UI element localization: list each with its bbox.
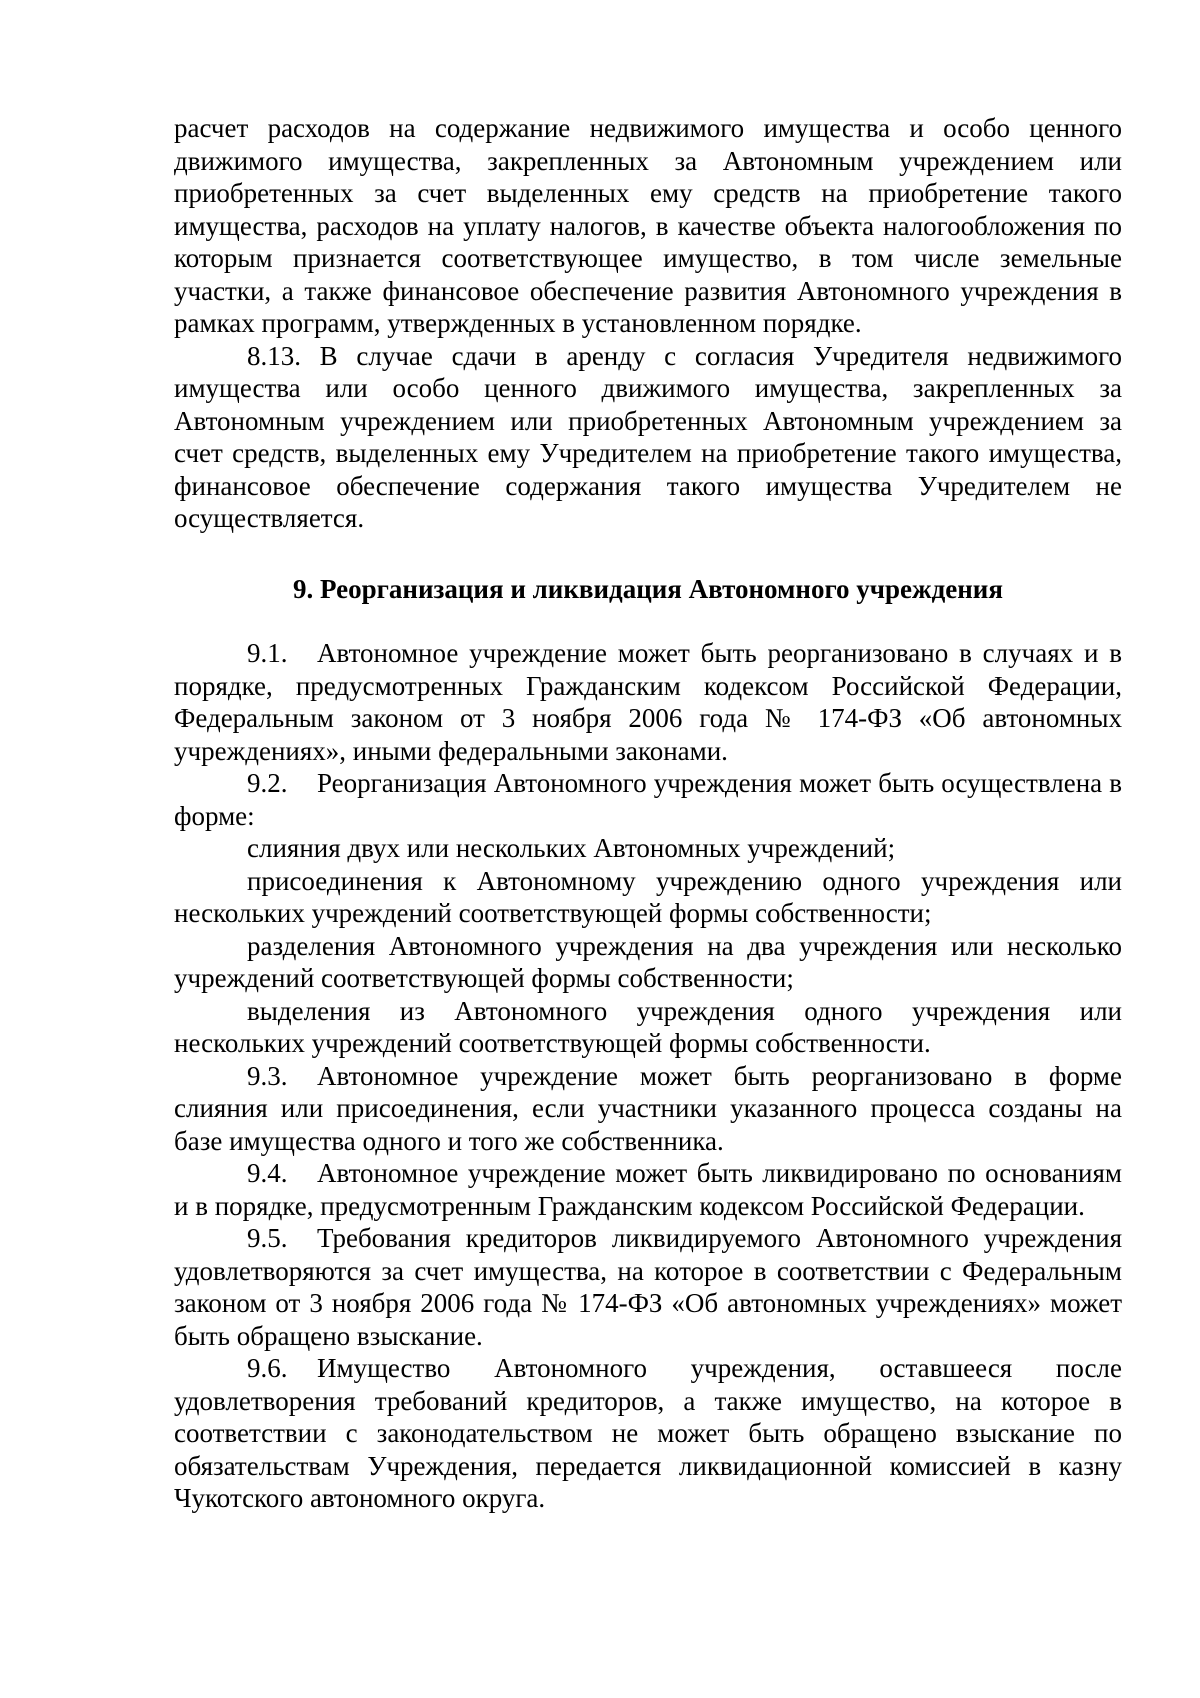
- paragraph-9-6: [174, 1352, 1122, 1515]
- paragraph-9-2: [174, 767, 1122, 832]
- list-item-accession: присоединения к Автономному учреждению одного учреждения или нескольких учреждений соответствующей формы собственности;: [174, 865, 1122, 928]
- list-item-division: разделения Автономного учреждения на два учреждения или несколько учреждений соответствующей формы собственности;: [174, 930, 1122, 993]
- clause-text: Автономное учреждение может быть реорганизовано в случаях и в порядке, предусмотренных Гражданским кодексом Российской Федерации, Федеральным законом от 3 ноября 2006 года № 174-ФЗ «Об автономных учреждениях», иными федеральными законами.: [174, 638, 1122, 766]
- paragraph-9-4: [174, 1157, 1122, 1222]
- paragraph-continuation: расчет расходов на содержание недвижимого имущества и особо ценного движимого имущества, закрепленных за Автономным учреждением или приобретенных за счет выделенных ему средств на приобретение такого имущества, расходов на уплату налогов, в качестве объекта налогообложения по которым признается соответствующее имущество, в том числе земельные участки, а также финансовое обеспечение развития Автономного учреждения в рамках программ, утвержденных в установленном порядке.: [174, 113, 1122, 338]
- paragraph-9-1: [174, 637, 1122, 767]
- paragraph-9-3: [174, 1060, 1122, 1158]
- list-item-merger: слияния двух или нескольких Автономных учреждений;: [247, 833, 896, 863]
- clause-number: 9.2.: [247, 768, 288, 798]
- clause-number: 9.5.: [247, 1223, 288, 1253]
- clause-text: Имущество Автономного учреждения, оставшееся после удовлетворения требований кредиторов, а также имущество, на которое в соответствии с законодательством не может быть обращено взыскание по обязательствам Учреждения, передается ликвидационной комиссией в казну Чукотского автономного округа.: [174, 1353, 1122, 1513]
- paragraph-8-13: 8.13. В случае сдачи в аренду с согласия Учредителя недвижимого имущества или особо ценного движимого имущества, закрепленных за Автономным учреждением или приобретенных Автономным учреждением за счет средств, выделенных ему Учредителем на приобретение такого имущества, финансовое обеспечение содержания такого имущества Учредителем не осуществляется.: [174, 340, 1122, 533]
- clause-number: 9.3.: [247, 1060, 288, 1091]
- clause-text: Автономное учреждение может быть ликвидировано по основаниям и в порядке, предусмотренным Гражданским кодексом Российской Федерации.: [174, 1158, 1122, 1221]
- clause-number: 9.4.: [247, 1158, 288, 1188]
- section-heading: 9. Реорганизация и ликвидация Автономного учреждения: [293, 573, 1003, 604]
- document-page: [174, 112, 1122, 1515]
- clause-text: Автономное учреждение может быть реорганизовано в форме слияния или присоединения, если участники указанного процесса созданы на базе имущества одного и того же собственника.: [174, 1060, 1122, 1156]
- clause-number: 9.6.: [247, 1353, 288, 1383]
- clause-text: Требования кредиторов ликвидируемого Автономного учреждения удовлетворяются за счет имущества, на которое в соответствии с Федеральным законом от 3 ноября 2006 года № 174-ФЗ «Об автономных учреждениях» может быть обращено взыскание.: [174, 1223, 1122, 1351]
- clause-number: 9.1.: [247, 638, 288, 668]
- paragraph-9-5: [174, 1222, 1122, 1352]
- clause-text: Реорганизация Автономного учреждения может быть осуществлена в форме:: [174, 768, 1122, 831]
- list-item-separation: выделения из Автономного учреждения одного учреждения или нескольких учреждений соответствующей формы собственности.: [174, 995, 1122, 1058]
